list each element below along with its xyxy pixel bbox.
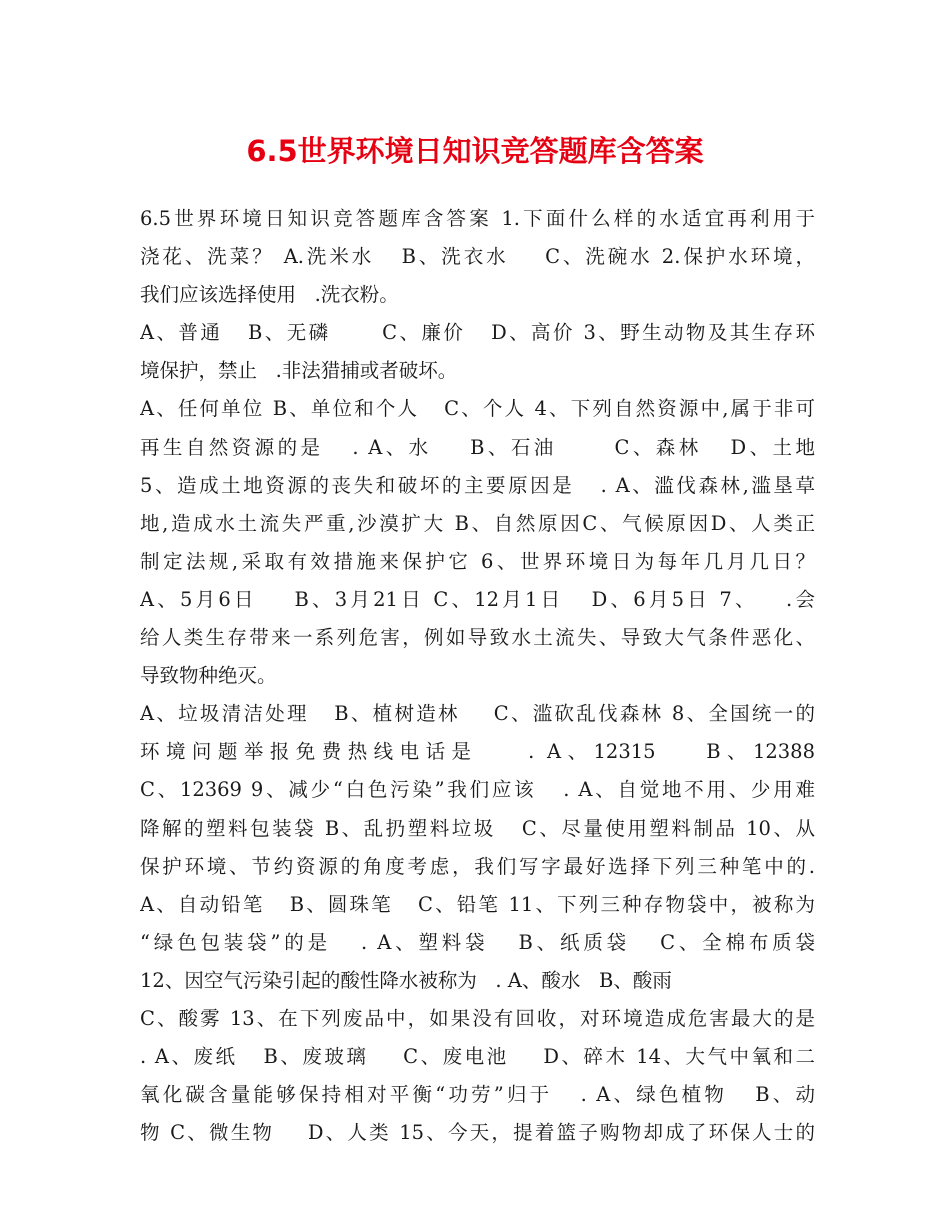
body-line: 5、造成土地资源的丧失和破坏的主要原因是 . A、滥伐森林,滥垦草 [140, 473, 815, 497]
body-line: 制定法规,采取有效措施来保护它 6、世界环境日为每年几月几日？ [140, 549, 815, 573]
body-line: 氧化碳含量能够保持相对平衡“功劳”归于 . A、绿色植物 B、动 [140, 1083, 815, 1107]
body-line: 6.5世界环境日知识竞答题库含答案 1.下面什么样的水适宜再利用于 [140, 207, 815, 230]
body-line: 境保护，禁止 .非法猎捕或者破坏。 [140, 359, 458, 383]
body-line: A、自动铅笔 B、圆珠笔 C、铅笔 11、下列三种存物袋中，被称为 [140, 892, 815, 916]
body-line: A、5月6日 B、3月21日 C、12月1日 D、6月5日 7、 .会 [140, 587, 815, 611]
body-line: 导致物种绝灭。 [140, 664, 277, 688]
body-line: 再生自然资源的是 . A、水 B、石油 C、森林 D、土地 [140, 435, 815, 459]
body-line: 降解的塑料包装袋 B、乱扔塑料垃圾 C、尽量使用塑料制品 10、从 [140, 816, 815, 840]
body-line: 给人类生存带来一系列危害，例如导致水土流失、导致大气条件恶化、 [140, 626, 815, 650]
document-body [140, 200, 815, 1152]
body-line: 保护环境、节约资源的角度考虑，我们写字最好选择下列三种笔中的. [140, 854, 815, 878]
body-line: C、12369 9、减少“白色污染”我们应该 . A、自觉地不用、少用难 [140, 778, 815, 802]
body-line: 浇花、洗菜？ A.洗米水 B、洗衣水 C、洗碗水 2.保护水环境， [140, 245, 815, 269]
body-line: 我们应该选择使用 .洗衣粉。 [140, 283, 399, 307]
body-line: 物 C、微生物 D、人类 15、今天，提着篮子购物却成了环保人士的 [140, 1121, 815, 1145]
document-title: 6.5世界环境日知识竞答题库含答案 [246, 134, 704, 168]
body-line: A、普通 B、无磷 C、廉价 D、高价 3、野生动物及其生存环 [140, 321, 815, 345]
body-line: 地,造成水土流失严重,沙漠扩大 B、自然原因C、气候原因D、人类正 [140, 511, 815, 535]
body-line: 12、因空气污染引起的酸性降水被称为 . A、酸水 B、酸雨 [140, 968, 672, 992]
body-line: . A、废纸 B、废玻璃 C、废电池 D、碎木 14、大气中氧和二 [140, 1045, 815, 1069]
body-line: C、酸雾 13、在下列废品中，如果没有回收，对环境造成危害最大的是 [140, 1006, 815, 1030]
body-line: A、任何单位 B、单位和个人 C、个人 4、下列自然资源中,属于非可 [140, 397, 815, 421]
body-line: 环境问题举报免费热线电话是 . A、12315 B、12388 [140, 740, 815, 764]
body-line: A、垃圾清洁处理 B、植树造林 C、滥砍乱伐森林 8、全国统一的 [140, 702, 815, 726]
body-line: “绿色包装袋”的是 . A、塑料袋 B、纸质袋 C、全棉布质袋 [140, 930, 815, 954]
